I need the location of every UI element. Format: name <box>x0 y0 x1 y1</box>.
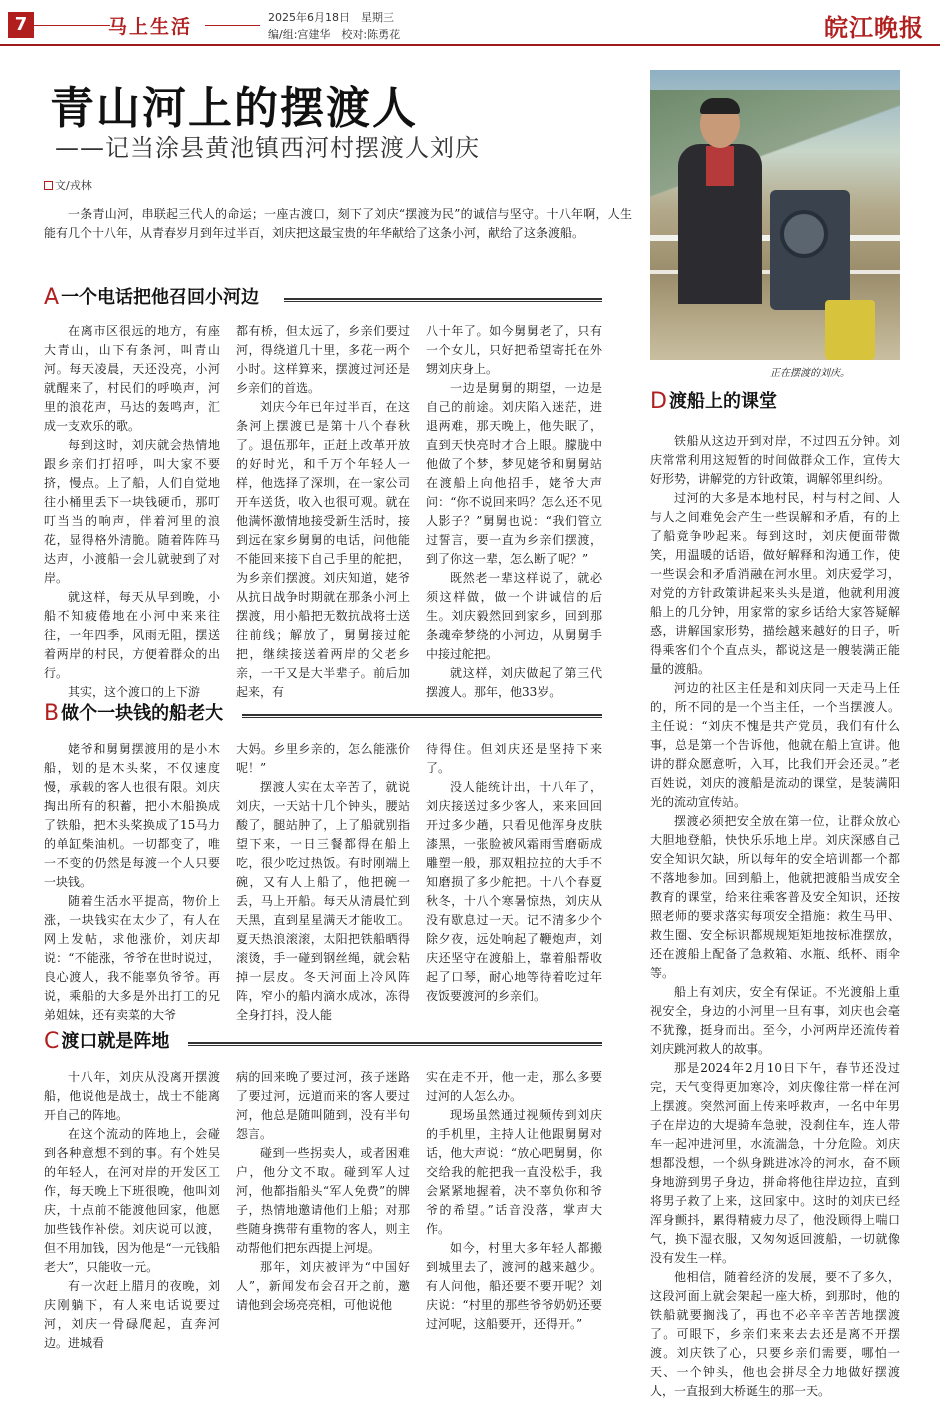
editor-credits: 编/组:宫建华 校对:陈勇花 <box>268 28 401 41</box>
article-title: 青山河上的摆渡人 <box>50 83 418 134</box>
section-name: 马上生活 <box>108 16 193 38</box>
section-title: 做个一块钱的船老大 <box>61 703 224 724</box>
ferryman-photo <box>650 70 900 360</box>
section-a-column-1: 在离市区很远的地方，有座大青山，山下有条河，叫青山河。每天凌晨，天还没亮，小河就醒来了，村民们的呼唤声，河里的浪花声，马达的轰鸣声，汇成一支欢乐的歌。 每到这时，刘庆就会热情地跟乡亲们打招呼，叫大家不要挤，慢点。上了船，人们自觉地往小桶里丢下一块钱硬币，那叮叮当当的响声，伴着河里的浪花，显得格外清脆。随着阵阵马达声，小渡船一会儿就驶到了对岸。 就这样，每天从早到晚，小船不知疲倦地在小河中来来往往，一年四季，风雨无阻，摆送着两岸的村民，方便着群众的出行。 其实，这个渡口的上下游 <box>44 324 220 699</box>
section-letter: B <box>44 701 60 726</box>
section-b-column-2: 大妈。乡里乡亲的，怎么能涨价呢！” 摆渡人实在太辛苦了，就说刘庆，一天站十几个钟头，腰站酸了，腿站肿了，上了船就别指望下来，一日三餐都得在船上吃，很少吃过热饭。有时刚端上碗，又有人上船了，他把碗一丢，马上开船。每天从清晨忙到天黑，直到星星满天才能收工。夏天热浪滚滚，太阳把铁船晒得滚烫，手一碰到钢丝绳，就会粘掉一层皮。冬天河面上冷风阵阵，窄小的船内滴水成冰，冻得全身打抖，没人能 <box>236 742 410 1022</box>
section-letter: A <box>44 285 60 310</box>
page-number: 7 <box>8 12 34 38</box>
byline-box-icon <box>44 181 53 190</box>
section-a-column-3: 八十年了。如今舅舅老了，只有一个女儿，只好把希望寄托在外甥刘庆身上。 一边是舅舅的期望，一边是自己的前途。刘庆陷入迷茫，进退两难，那天晚上，他失眠了，直到天快亮时才合上眼。朦胧中他做了个梦，梦见姥爷和舅舅站在渡船上向他招手，姥爷大声问：“你不说回来吗？怎么还不见人影子？”舅舅也说：“我们管立过誓言，要一直为乡亲们摆渡，到了你这一辈，怎么断了呢？” 既然老一辈这样说了，就必须这样做，做一个讲诚信的后生。刘庆毅然回到家乡，回到那条魂牵梦绕的小河边，从舅舅手中接过舵把。 就这样，刘庆做起了第三代摆渡人。那年，他33岁。 <box>426 324 602 699</box>
issue-date: 2025年6月18日 星期三 <box>268 11 394 24</box>
header-divider <box>205 25 260 26</box>
section-a-heading <box>44 286 602 310</box>
section-c-column-1: 十八年，刘庆从没离开摆渡船，他说他是战士，战士不能离开自己的阵地。 在这个流动的阵地上，会碰到各种意想不到的事。有个姓吴的年轻人，在河对岸的开发区工作，每天晚上下班很晚，他叫刘庆，十点前不能渡他回家，他愿加些钱作补偿。刘庆说可以渡，但不用加钱，因为他是“一元钱船老大”，只能收一元。 有一次赶上腊月的夜晚，刘庆刚躺下，有人来电话说要过河，刘庆一骨碌爬起，直奔河边。进城看 <box>44 1070 220 1350</box>
photo-caption: 正在摆渡的刘庆。 <box>770 368 850 379</box>
section-c-column-3: 实在走不开，他一走，那么多要过河的人怎么办。 现场虽然通过视频传到刘庆的手机里，主持人让他跟舅舅对话，他大声说：“放心吧舅舅，你交给我的舵把我一直没松手，我会紧紧地握着，决不辜负你和爷爷的希望。”话音没落，掌声大作。 如今，村里大多年轻人都搬到城里去了，渡河的越来越少。有人问他，船还要不要开呢？刘庆说：“村里的那些爷爷奶奶还要过河呢，这船要开，还得开。” <box>426 1070 602 1331</box>
section-title: 渡船上的课堂 <box>668 391 777 412</box>
lead-paragraph: 一条青山河，串联起三代人的命运；一座古渡口，刻下了刘庆“摆渡为民”的诚信与坚守。十八年啊，人生能有几个十八年，从青春岁月到年过半百，刘庆把这最宝贵的年华献给了这条小河，献给了这条渡船。 <box>44 207 632 240</box>
section-d-column: 铁船从这边开到对岸，不过四五分钟。刘庆常常利用这短暂的时间做群众工作，宣传大好形势，讲解党的方针政策，调解邻里纠纷。 过河的大多是本地村民，村与村之间、人与人之间难免会产生一些误解和矛盾，有的上了船竟争吵起来。每到这时，刘庆便面带微笑，用温暖的话语，做好解释和沟通工作，使一些误会和矛盾消融在河水里。刘庆爱学习，对党的方针政策讲起来头头是道，他就利用渡船上的几分钟，用家常的家乡话给大家答疑解惑，讲解国家形势，描绘越来越好的日子，听得乘客们个个直点头，都说这是一艘装满正能量的渡船。 河边的社区主任是和刘庆同一天走马上任的，所不同的是一个当主任，一个当摆渡人。主任说：“刘庆不愧是共产党员，我们有什么事，总是第一个告诉他，他就在船上宣讲。他讲的群众愿意听，入耳，比我们开会还灵。”老百姓说，刘庆的渡船是流动的课堂，是装满阳光的流动宣传站。 摆渡必须把安全放在第一位，让群众放心大胆地登船，快快乐乐地上岸。刘庆深感自己安全知识欠缺，所以每年的安全培训都一个都不落地参加。回到船上，他就把渡船当成安全教育的课堂，给来往乘客普及安全知识，还按照老师的要求落实每项安全措施：救生马甲、救生圈、安全标识都规规矩矩地按标准摆放，还在渡船上配备了急救箱、水瓶、纸杯、雨伞等。 船上有刘庆，安全有保证。不光渡船上重视安全，身边的小河里一旦有事，刘庆也会毫不犹豫，挺身而出。至今，小河两岸还流传着刘庆跳河救人的故事。 那是2024年2月10日下午，春节还没过完，天气变得更加寒冷，刘庆像往常一样在河上摆渡。突然河面上传来呼救声，一名中年男子在岸边的大堤骑车急驶，没刹住车，连人带车一起冲进河里，水流湍急，十分危险。刘庆想都没想，一个纵身跳进冰冷的河水，奋不顾身地游到男子身边，拼命将他往岸边拉，直到将男子救了上来，这回家中。这时的刘庆已经浑身颤抖，累得精疲力尽了，他没顾得上喘口气，换下湿衣服，又匆匆返回渡船，一切就像没有发生一样。 他相信，随着经济的发展，要不了多久，这段河面上就会架起一座大桥，到那时，他的铁船就要搁浅了，再也不必辛辛苦苦地摆渡了。可眼下，乡亲们来来去去还是离不开摆渡。刘庆铁了心，只要乡亲们需要，哪怕一天、一个钟头，他也会拼尽全力地做好摆渡人，一直报到大桥诞生的那一天。 <box>650 434 900 1398</box>
section-letter: C <box>44 1029 60 1054</box>
section-b-heading <box>44 702 602 726</box>
section-title: 一个电话把他召回小河边 <box>61 287 260 308</box>
section-c-heading <box>44 1030 602 1054</box>
section-d-heading <box>650 390 900 414</box>
section-letter: D <box>650 389 667 414</box>
article-subtitle: ——记当涂县黄池镇西河村摆渡人刘庆 <box>55 134 480 162</box>
header-divider <box>34 25 110 26</box>
byline <box>44 177 92 193</box>
section-b-column-1: 姥爷和舅舅摆渡用的是小木船，划的是木头桨，不仅速度慢，承载的客人也很有限。刘庆掏出所有的积蓄，把小木船换成了铁船，把木头桨换成了15马力的单缸柴油机。一切都变了，唯一不变的仍然是每渡一个人只要一块钱。 随着生活水平提高，物价上涨，一块钱实在太少了，有人在网上发帖，求他涨价，刘庆却说：“不能涨，爷爷在世时说过，良心渡人，我不能辜负爷爷。再说，乘船的大多是外出打工的兄弟姐妹，还有卖菜的大爷 <box>44 742 220 1022</box>
newspaper-logo: 皖江晚报 <box>824 13 924 42</box>
section-b-column-3: 待得住。但刘庆还是坚持下来了。 没人能统计出，十八年了，刘庆接送过多少客人，来来回回开过多少趟，只看见他浑身皮肤漆黑，一张脸被风霜雨雪磨砺成雕塑一般，那双粗拉拉的大手不知磨损了多少舵把。十八个春夏秋冬，十八个寒暑惊热，刘庆从没有歇息过一天。记不清多少个除夕夜，远处响起了鞭炮声，刘庆还坚守在渡船上，靠着船帮收起了口琴，耐心地等待着吃过年夜饭要渡河的乡亲们。 <box>426 742 602 1003</box>
section-title: 渡口就是阵地 <box>61 1031 170 1052</box>
section-c-column-2: 病的回来晚了要过河，孩子迷路了要过河，远道而来的客人要过河，他总是随叫随到，没有半句怨言。 碰到一些拐卖人，或者困难户，他分文不取。碰到军人过河，他都指船头“军人免费”的牌子，热情地邀请他们上船；对那些随身携带有重物的客人，则主动帮他们把东西提上河堤。 那年，刘庆被评为“中国好人”，新闻发布会召开之前，邀请他到会场亮亮相，可他说他 <box>236 1070 410 1312</box>
page-header <box>0 0 940 46</box>
section-a-column-2: 都有桥，但太远了，乡亲们要过河，得绕道几十里，多花一两个小时。这样算来，摆渡过河还是乡亲们的首选。 刘庆今年已年过半百，在这条河上摆渡已是第十八个春秋了。退伍那年，正赶上改革开放的好时光，和千万个年轻人一样，他选择了深圳，在一家公司开车送货，收入也很可观。就在他满怀激情地接受新生活时，接到远在家乡舅舅的电话，问他能不能回来接下自己手里的舵把，为乡亲们摆渡。刘庆知道，姥爷从抗日战争时期就在那条小河上摆渡，用小船把无数抗战将士送往前线；解放了，舅舅接过舵把，继续接送着两岸的父老乡亲，一干又是大半辈子。前后加起来，有 <box>236 324 410 699</box>
byline-text: 文/戎林 <box>55 179 92 192</box>
